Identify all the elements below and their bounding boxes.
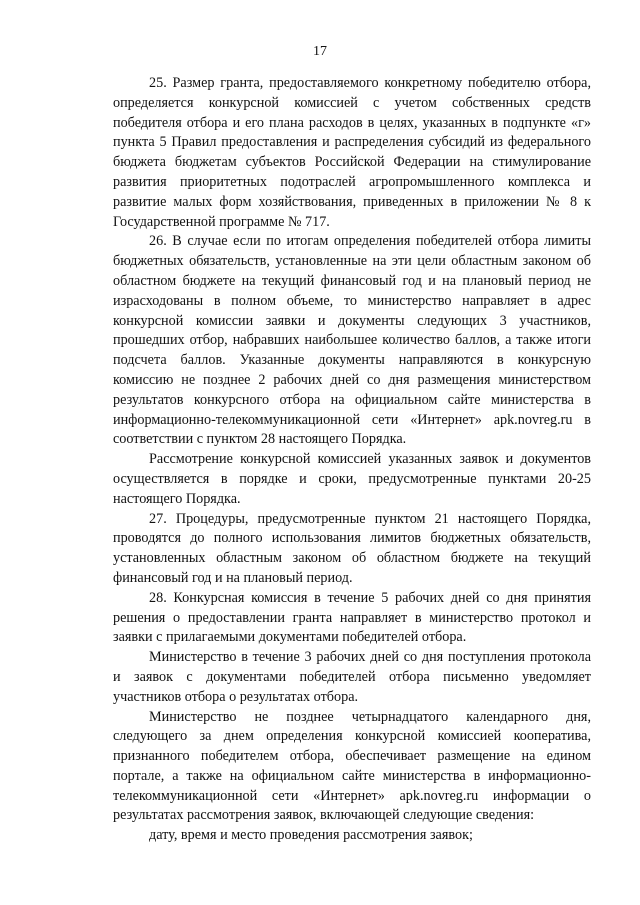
paragraph-27: 27. Процедуры, предусмотренные пунктом 21 настоящего Порядка, проводятся до полного использования лимитов бюджетных обязательств, установленных областным законом об областном бюджете на текущий финансовый год и на плановый период. <box>113 510 591 586</box>
paragraph-28-publication: Министерство не позднее четырнадцатого календарного дня, следующего за днем определения конкурсной комиссией кооператива, признанного победителем отбора, обеспечивает размещение на едином портале, а также на официальном сайте министерства в информационно-телекоммуникационной сети «Интернет» apk.novreg.ru информации о результатах рассмотрения заявок, включающей следующие сведения: <box>113 708 591 824</box>
page-number: 17 <box>313 44 327 59</box>
paragraph-28-date-item: дату, время и место проведения рассмотрения заявок; <box>149 827 473 844</box>
paragraph-26-review: Рассмотрение конкурсной комиссией указанных заявок и документов осуществляется в порядке и сроки, предусмотренные пунктами 20-25 настоящего Порядка. <box>113 451 591 507</box>
paragraph-28: 28. Конкурсная комиссия в течение 5 рабочих дней со дня принятия решения о предоставлении гранта направляет в министерство протокол и заявки с прилагаемыми документами победителей отбора. <box>113 589 591 646</box>
paragraph-28-notification: Министерство в течение 3 рабочих дней со дня поступления протокола и заявок с документами победителей отбора письменно уведомляет участников отбора о результатах отбора. <box>113 649 591 705</box>
document-body <box>113 74 591 846</box>
paragraph-26: 26. В случае если по итогам определения победителей отбора лимиты бюджетных обязательств, установленные на эти цели областным законом об областном бюджете на текущий финансовый год и на плановый период не израсходованы в полном объеме, то министерство направляет в адрес конкурсной комиссии заявки и документы следующих 3 участников, прошедших отбор, набравших наибольшее количество баллов, а также итоги подсчета баллов. Указанные документы направляются в конкурсную комиссию не позднее 2 рабочих дней со дня размещения министерством результатов конкурсного отбора на официальном сайте министерства в информационно-телекоммуникационной сети «Интернет» apk.novreg.ru в соответствии с пунктом 28 настоящего Порядка. <box>113 233 591 448</box>
paragraph-25: 25. Размер гранта, предоставляемого конкретному победителю отбора, определяется конкурсной комиссией с учетом собственных средств победителя отбора и его плана расходов в целях, указанных в подпункте «г» пункта 5 Правил предоставления и распределения субсидий из федерального бюджета бюджетам субъектов Российской Федерации на стимулирование развития приоритетных подотраслей агропромышленного комплекса и развитие малых форм хозяйствования, приведенных в приложении № 8 к Государственной программе № 717. <box>113 75 591 230</box>
